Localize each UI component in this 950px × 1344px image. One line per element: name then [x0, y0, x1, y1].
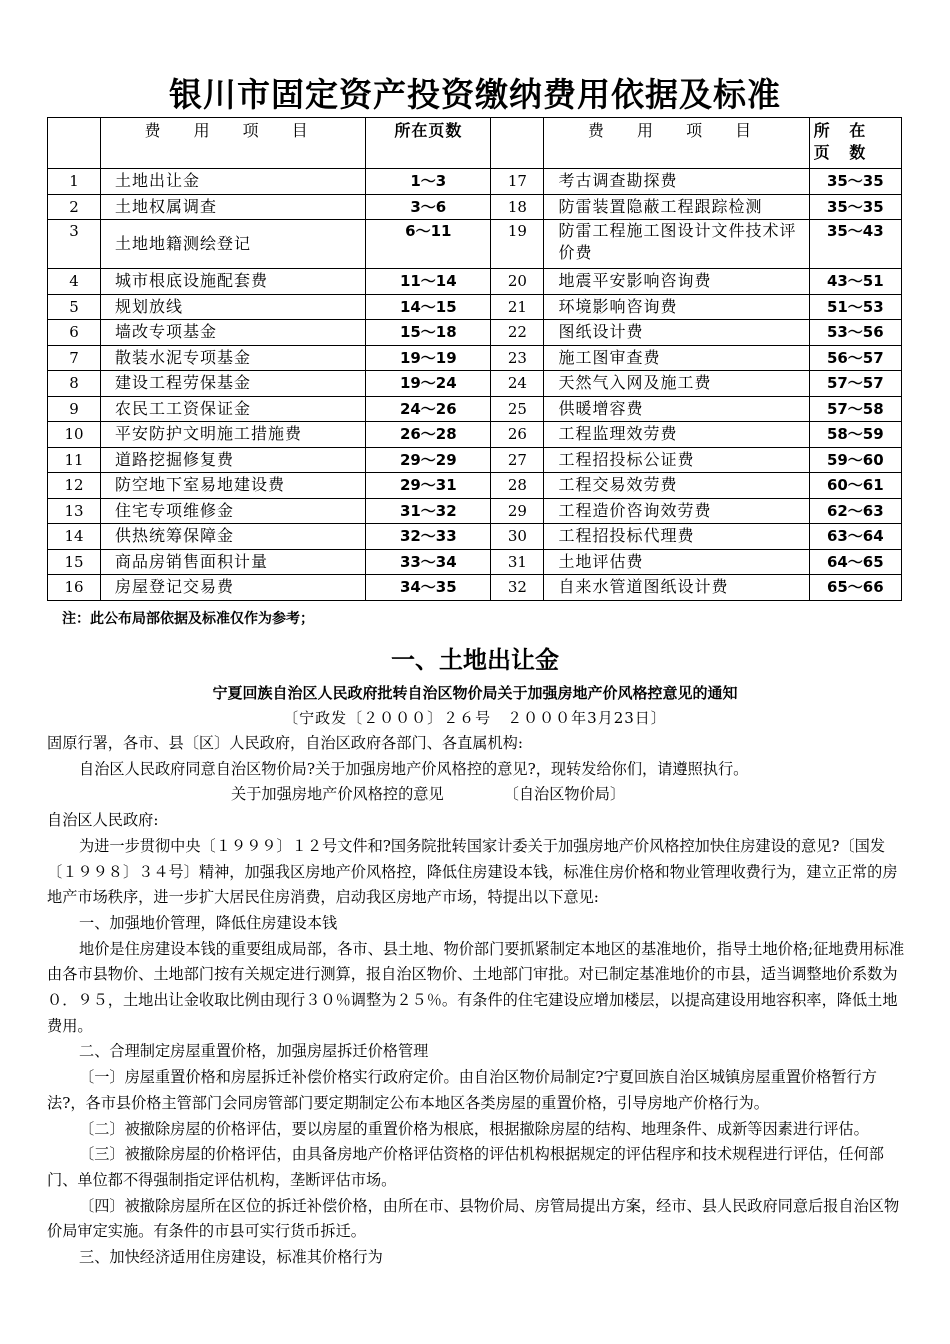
table-row: [48, 498, 902, 524]
fee-item-right: 地震平安影响咨询费: [544, 269, 809, 295]
page-range-right: 59～60: [809, 447, 901, 473]
row-number-left: 2: [48, 194, 101, 220]
row-number-right: 27: [491, 447, 544, 473]
fee-item-right: 工程招投标公证费: [544, 447, 809, 473]
section-title: 一、土地出让金: [391, 646, 559, 674]
header-no-right: [491, 118, 544, 169]
notice-number: 〔宁政发〔２０００〕２６号 ２０００年3月23日〕: [283, 709, 667, 727]
header-no-left: [48, 118, 101, 169]
page-range-right: 35～35: [809, 169, 901, 195]
page-range-left: 26～28: [366, 422, 491, 448]
row-number-left: 11: [48, 447, 101, 473]
fee-item-right: 施工图审查费: [544, 345, 809, 371]
table-row: [48, 169, 902, 195]
row-number-right: 22: [491, 320, 544, 346]
page-range-left: 32～33: [366, 524, 491, 550]
row-number-right: 24: [491, 371, 544, 397]
fee-item-left: 商品房销售面积计量: [101, 549, 366, 575]
row-number-left: 8: [48, 371, 101, 397]
header-pages-left: 所在页数: [366, 118, 491, 169]
page-range-left: 33～34: [366, 549, 491, 575]
row-number-left: 9: [48, 396, 101, 422]
page-range-left: 11～14: [366, 269, 491, 295]
page-range-right: 56～57: [809, 345, 901, 371]
item-two: 〔二〕被撤除房屋的价格评估，要以房屋的重置价格为根底，根据撤除房屋的结构、地理条件、成新等因素进行评估。: [79, 1119, 869, 1138]
notice-title: 宁夏回族自治区人民政府批转自治区物价局关于加强房地产价风格控意见的通知: [212, 684, 738, 702]
fee-item-right: 天然气入网及施工费: [544, 371, 809, 397]
intro-paragraph: 自治区人民政府同意自治区物价局?关于加强房地产价风格控的意见?，现转发给你们，请遵照执行。: [79, 759, 749, 778]
row-number-right: 18: [491, 194, 544, 220]
table-row: [48, 396, 902, 422]
paragraph: 为进一步贯彻中央〔１９９９〕１２号文件和?国务院批转国家计委关于加强房地产价风格控加快住房建设的意见?〔国发〔１９９８〕３４号〕精神，加强我区房地产价风格控，降低住房建设本钱，标准住房价格和物业管理收费行为，建立正常的房地产市场秩序，进一步扩大居民住房消费，启动我区房地产市场，特提出以下意见:: [47, 836, 898, 907]
page-range-right: 58～59: [809, 422, 901, 448]
row-number-right: 29: [491, 498, 544, 524]
page-range-right: 60～61: [809, 473, 901, 499]
row-number-left: 1: [48, 169, 101, 195]
fee-item-left: 道路挖掘修复费: [101, 447, 366, 473]
row-number-left: 4: [48, 269, 101, 295]
row-number-right: 30: [491, 524, 544, 550]
row-number-right: 21: [491, 294, 544, 320]
heading-two: 二、合理制定房屋重置价格，加强房屋拆迁价格管理: [79, 1042, 429, 1061]
table-row: [48, 269, 902, 295]
page-range-left: 19～19: [366, 345, 491, 371]
row-number-right: 28: [491, 473, 544, 499]
item-three: 〔三〕被撤除房屋的价格评估，由具备房地产价格评估资格的评估机构根据规定的评估程序和技术规程进行评估，任何部门、单位都不得强制指定评估机构，垄断评估市场。: [47, 1145, 884, 1189]
table-row: [48, 320, 902, 346]
row-number-right: 23: [491, 345, 544, 371]
page-range-left: 1～3: [366, 169, 491, 195]
item-one: 〔一〕房屋重置价格和房屋拆迁补偿价格实行政府定价。由自治区物价局制定?宁夏回族自治区城镇房屋重置价格暂行方法?，各市县价格主管部门会同房管部门要定期制定公布本地区各类房屋的重置价格，引导房地产价格行为。: [47, 1068, 877, 1112]
heading-three: 三、加快经济适用住房建设，标准其价格行为: [79, 1248, 383, 1267]
fee-item-right: 工程交易效劳费: [544, 473, 809, 499]
fee-item-left: 农民工工资保证金: [101, 396, 366, 422]
fee-item-left: 散装水泥专项基金: [101, 345, 366, 371]
page-range-left: 29～29: [366, 447, 491, 473]
page-range-right: 65～66: [809, 575, 901, 601]
notice-body: [47, 731, 907, 1271]
header-item-right: 费 用 项 目: [544, 118, 809, 169]
row-number-left: 6: [48, 320, 101, 346]
row-number-right: 32: [491, 575, 544, 601]
fee-item-left: 供热统筹保障金: [101, 524, 366, 550]
fee-item-right: 土地评估费: [544, 549, 809, 575]
fee-item-right: 工程造价咨询效劳费: [544, 498, 809, 524]
heading-one: 一、加强地价管理，降低住房建设本钱: [79, 913, 338, 932]
fee-item-right: 图纸设计费: [544, 320, 809, 346]
page-range-left: 34～35: [366, 575, 491, 601]
fee-item-left: 墙改专项基金: [101, 320, 366, 346]
table-row: [48, 194, 902, 220]
row-number-left: 14: [48, 524, 101, 550]
header-pages-right: 所 在 页 数: [809, 118, 901, 169]
fee-item-left: 土地地籍测绘登记: [101, 220, 366, 269]
page-range-right: 35～43: [809, 220, 901, 269]
row-number-left: 16: [48, 575, 101, 601]
fee-item-left: 规划放线: [101, 294, 366, 320]
fee-item-right: 防雷工程施工图设计文件技术评价费: [544, 220, 809, 269]
page-range-left: 29～31: [366, 473, 491, 499]
page-range-right: 35～35: [809, 194, 901, 220]
page-range-left: 24～26: [366, 396, 491, 422]
table-row: [48, 422, 902, 448]
paragraph: 地价是住房建设本钱的重要组成局部，各市、县土地、物价部门要抓紧制定本地区的基准地价，指导土地价格;征地费用标准由各市县物价、土地部门按有关规定进行测算，报自治区物价、土地部门审批。对已制定基准地价的市县，适当调整地价系数为０．９５，土地出让金收取比例由现行３０％调整为２５％。有条件的住宅建设应增加楼层，以提高建设用地容积率，降低土地费用。: [47, 939, 905, 1035]
fee-item-right: 自来水管道图纸设计费: [544, 575, 809, 601]
row-number-left: 15: [48, 549, 101, 575]
row-number-right: 19: [491, 220, 544, 269]
table-row: [48, 549, 902, 575]
fee-index-table: [47, 117, 902, 601]
table-row: [48, 345, 902, 371]
row-number-left: 5: [48, 294, 101, 320]
page-range-left: 3～6: [366, 194, 491, 220]
header-item-left: 费 用 项 目: [101, 118, 366, 169]
table-row: [48, 575, 902, 601]
fee-item-left: 土地权属调查: [101, 194, 366, 220]
page-range-right: 53～56: [809, 320, 901, 346]
salutation: 自治区人民政府:: [47, 811, 159, 830]
page-range-left: 15～18: [366, 320, 491, 346]
page-range-right: 51～53: [809, 294, 901, 320]
fee-item-left: 房屋登记交易费: [101, 575, 366, 601]
opinion-dept: 〔自治区物价局〕: [503, 785, 626, 804]
page-range-left: 6～11: [366, 220, 491, 269]
page-range-right: 62～63: [809, 498, 901, 524]
table-header-row: [48, 118, 902, 169]
row-number-right: 31: [491, 549, 544, 575]
page-range-right: 57～58: [809, 396, 901, 422]
item-four: 〔四〕被撤除房屋所在区位的拆迁补偿价格，由所在市、县物价局、房管局提出方案，经市、县人民政府同意后报自治区物价局审定实施。有条件的市县可实行货币拆迁。: [47, 1196, 900, 1241]
row-number-right: 17: [491, 169, 544, 195]
page-title: 银川市固定资产投资缴纳费用依据及标准: [169, 75, 781, 114]
page-range-left: 31～32: [366, 498, 491, 524]
fee-item-right: 供暖增容费: [544, 396, 809, 422]
fee-item-right: 工程监理效劳费: [544, 422, 809, 448]
page-range-left: 14～15: [366, 294, 491, 320]
addressee: 固原行署，各市、县〔区〕人民政府，自治区政府各部门、各直属机构:: [47, 734, 523, 752]
page-range-left: 19～24: [366, 371, 491, 397]
fee-item-left: 住宅专项维修金: [101, 498, 366, 524]
fee-item-left: 建设工程劳保基金: [101, 371, 366, 397]
page-range-right: 43～51: [809, 269, 901, 295]
fee-item-left: 防空地下室易地建设费: [101, 473, 366, 499]
page-range-right: 57～57: [809, 371, 901, 397]
table-row: [48, 524, 902, 550]
row-number-left: 10: [48, 422, 101, 448]
opinion-title: 关于加强房地产价风格控的意见: [231, 785, 444, 804]
fee-item-left: 城市根底设施配套费: [101, 269, 366, 295]
table-note: 注：此公布局部依据及标准仅作为参考；: [62, 611, 314, 627]
fee-item-right: 考古调查勘探费: [544, 169, 809, 195]
opinion-heading: [47, 782, 907, 808]
table-row: [48, 220, 902, 269]
row-number-left: 7: [48, 345, 101, 371]
row-number-left: 13: [48, 498, 101, 524]
fee-item-right: 环境影响咨询费: [544, 294, 809, 320]
fee-item-right: 防雷装置隐蔽工程跟踪检测: [544, 194, 809, 220]
page-range-right: 64～65: [809, 549, 901, 575]
row-number-right: 20: [491, 269, 544, 295]
fee-item-left: 土地出让金: [101, 169, 366, 195]
table-row: [48, 473, 902, 499]
fee-item-left: 平安防护文明施工措施费: [101, 422, 366, 448]
row-number-left: 12: [48, 473, 101, 499]
fee-item-right: 工程招投标代理费: [544, 524, 809, 550]
row-number-right: 26: [491, 422, 544, 448]
table-row: [48, 294, 902, 320]
table-row: [48, 371, 902, 397]
table-row: [48, 447, 902, 473]
page-range-right: 63～64: [809, 524, 901, 550]
row-number-left: 3: [48, 220, 101, 269]
row-number-right: 25: [491, 396, 544, 422]
